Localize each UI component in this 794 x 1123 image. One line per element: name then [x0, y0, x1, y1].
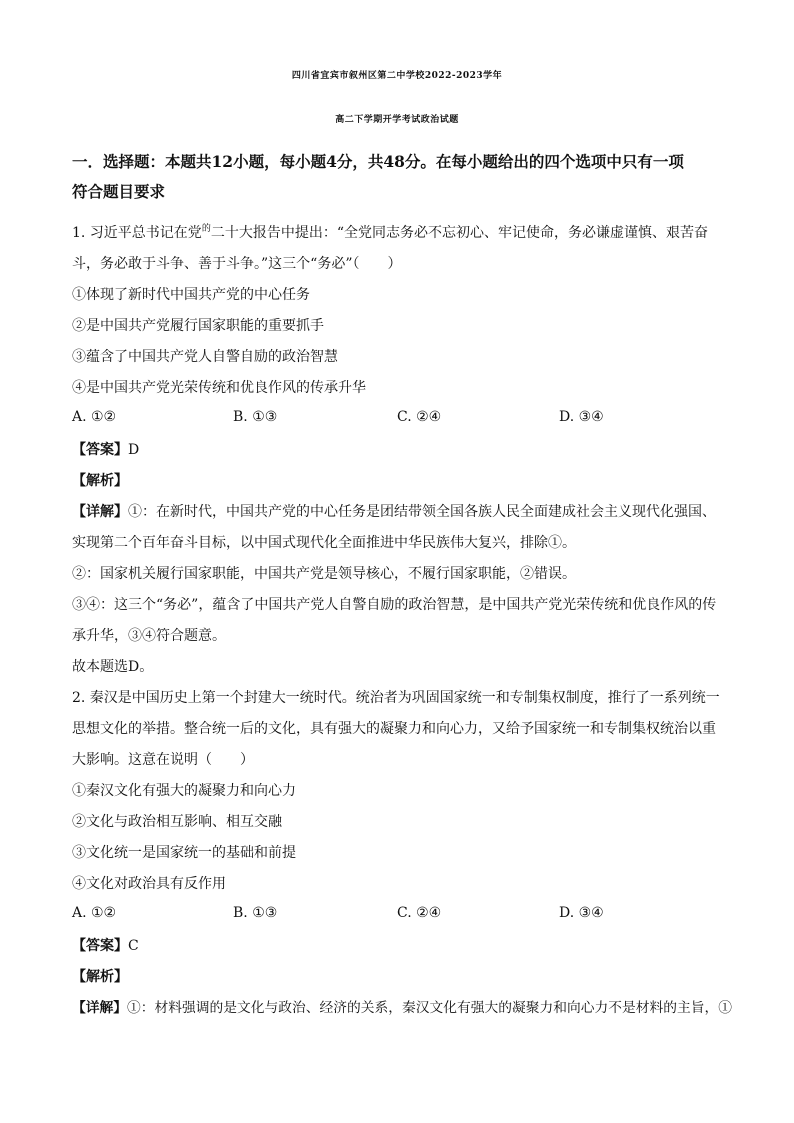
q1-stem-superscript: 的: [201, 224, 211, 234]
section-heading-line2: 符合题目要求: [72, 182, 166, 201]
q1-stem-part-a: 1. 习近平总书记在党: [72, 225, 202, 241]
q2-option-b: B. ①③: [233, 905, 278, 921]
q2-option-c: C. ②④: [397, 905, 442, 921]
q2-option-d: D. ③④: [559, 905, 604, 921]
q1-detail-line1: [72, 502, 732, 522]
q1-stem-part-b: 二十大报告中提出：“全党同志务必不忘初心、牢记使命，务必谦虚谨慎、艰苦奋: [210, 225, 708, 241]
section-heading: [72, 147, 732, 207]
q1-detail-text1: ①：在新时代，中国共产党的中心任务是团结带领全国各族人民全面建成社会主义现代化强国、: [128, 504, 716, 520]
q1-answer-value: D: [128, 442, 140, 458]
q2-answer-label: 【答案】: [72, 938, 128, 954]
q1-option-b: B. ①③: [233, 409, 278, 425]
q1-option-a: A. ①②: [72, 409, 117, 425]
q2-detail-text1: ①：材料强调的是文化与政治、经济的关系，秦汉文化有强大的凝聚力和向心力不是材料的主旨，①: [127, 1000, 733, 1016]
q1-item-3: ③蕴含了中国共产党人自警自励的政治智慧: [72, 349, 338, 365]
q2-stem-line3: 大影响。这意在说明（ ）: [72, 752, 254, 768]
document-title-line2: 高二下学期开学考试政治试题: [335, 115, 459, 125]
q1-item-1: ①体现了新时代中国共产党的中心任务: [72, 287, 310, 303]
q1-detail-line4: ③④：这三个“务必”，蕴含了中国共产党人自警自励的政治智慧，是中国共产党光荣传统和优良作风的传: [72, 597, 717, 613]
q2-item-2: ②文化与政治相互影响、相互交融: [72, 814, 282, 830]
q1-answer-label: 【答案】: [72, 442, 128, 458]
q2-stem-line1: 2. 秦汉是中国历史上第一个封建大一统时代。统治者为巩固国家统一和专制集权制度，推行了一系列统一: [72, 690, 720, 706]
q2-option-a: A. ①②: [72, 905, 117, 921]
q1-option-c: C. ②④: [397, 409, 442, 425]
q2-answer: [72, 936, 732, 956]
q2-analysis-label-text: 【解析】: [72, 969, 128, 985]
q1-analysis-label: [72, 471, 732, 491]
q1-option-d: D. ③④: [559, 409, 604, 425]
q1-answer: [72, 440, 732, 460]
q2-analysis-label: [72, 967, 732, 987]
q1-item-2: ②是中国共产党履行国家职能的重要抓手: [72, 318, 324, 334]
q1-stem-line1: [72, 219, 732, 243]
q2-item-3: ③文化统一是国家统一的基础和前提: [72, 845, 296, 861]
q1-detail-line3: ②：国家机关履行国家职能，中国共产党是领导核心，不履行国家职能，②错误。: [72, 566, 576, 582]
q1-conclusion: 故本题选D。: [72, 659, 154, 675]
q1-item-4: ④是中国共产党光荣传统和优良作风的传承升华: [72, 380, 366, 396]
q2-answer-value: C: [128, 938, 139, 954]
section-heading-line1: 一．选择题：本题共12小题，每小题4分，共48分。在每小题给出的四个选项中只有一项: [72, 152, 684, 171]
q1-detail-line2: 实现第二个百年奋斗目标，以中国式现代化全面推进中华民族伟大复兴，排除①。: [72, 535, 576, 551]
q2-options: [72, 905, 732, 925]
q1-stem-line2: 斗，务必敢于斗争、善于斗争。”这三个“务必”（ ）: [72, 256, 402, 272]
q1-analysis-label-text: 【解析】: [72, 473, 128, 489]
q1-options: [72, 409, 732, 429]
q2-item-4: ④文化对政治具有反作用: [72, 876, 226, 892]
q1-detail-line5: 承升华，③④符合题意。: [72, 628, 226, 644]
document-title-line1: 四川省宜宾市叙州区第二中学校2022-2023学年: [291, 71, 503, 81]
q2-detail-line1: [72, 998, 732, 1018]
q2-item-1: ①秦汉文化有强大的凝聚力和向心力: [72, 783, 296, 799]
q1-detail-label: 【详解】: [72, 504, 128, 520]
q2-detail-label: 【详解】: [72, 1000, 128, 1016]
q2-stem-line2: 思想文化的举措。整合统一后的文化，具有强大的凝聚力和向心力，又给予国家统一和专制集权统治以重: [72, 721, 716, 737]
